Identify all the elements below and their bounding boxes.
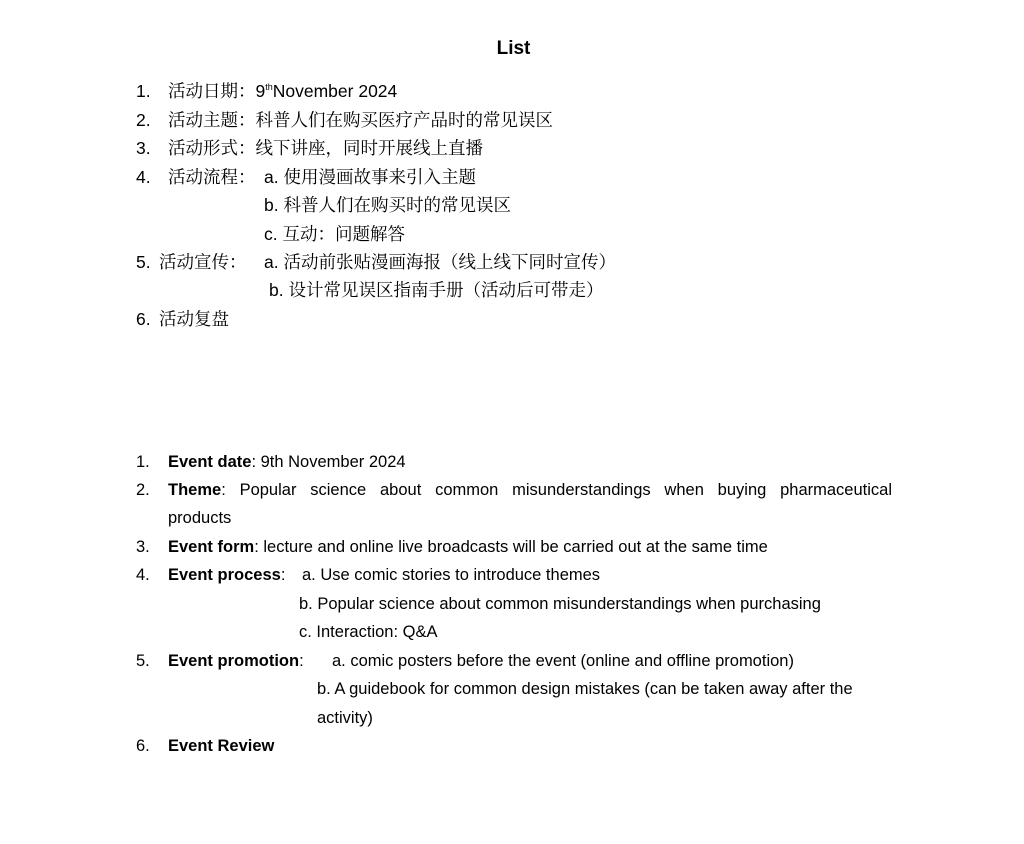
sub-item-b: b. A guidebook for common design mistakes (can be taken away after the xyxy=(317,680,853,698)
list-item-number: 5. xyxy=(136,252,151,272)
list-item-label: Event Review xyxy=(168,737,275,755)
sub-item-a: a. 使用漫画故事来引入主题 xyxy=(264,167,476,187)
list-item-label: Event date xyxy=(168,453,252,471)
list-item-label: Event form xyxy=(168,538,255,556)
list-item-text: : Popular science about common misunderstandings when buying pharmaceutical xyxy=(221,481,892,499)
day-suffix: th xyxy=(265,82,273,93)
list-item xyxy=(168,479,892,501)
list-item-label: 活动宣传： xyxy=(159,252,247,272)
list-item-number: 5. xyxy=(136,652,150,670)
sub-item-a: a. comic posters before the event (online and offline promotion) xyxy=(332,652,794,670)
list-item-number: 1. xyxy=(136,453,150,471)
event-date-rest: November 2024 xyxy=(272,81,398,101)
list-item-number: 6. xyxy=(136,737,150,755)
sub-item-b: b. 设计常见误区指南手册（活动后可带走） xyxy=(269,280,604,300)
list-item-label: Event promotion xyxy=(168,652,300,670)
list-item-number: 4. xyxy=(136,566,150,584)
list-item xyxy=(168,564,285,586)
list-item-number: 3. xyxy=(136,138,151,158)
list-item-separator: : xyxy=(280,566,286,584)
sub-item-a: a. Use comic stories to introduce themes xyxy=(302,566,601,584)
list-item-text: 线下讲座，同时开展线上直播 xyxy=(255,138,483,158)
list-item-label: 活动流程： xyxy=(168,167,256,187)
sub-item-b-continuation: activity) xyxy=(317,709,373,727)
page-title: List xyxy=(496,38,531,59)
list-item-text: 科普人们在购买医疗产品时的常见误区 xyxy=(255,110,553,130)
list-item xyxy=(168,137,483,159)
sub-item-c: c. 互动：问题解答 xyxy=(264,224,405,244)
list-item-text: : 9th November 2024 xyxy=(251,453,406,471)
list-item-number: 4. xyxy=(136,167,151,187)
list-item-text: : lecture and online live broadcasts will be carried out at the same time xyxy=(254,538,768,556)
list-item-label: 活动主题： xyxy=(168,110,256,130)
sub-item-b: b. 科普人们在购买时的常见误区 xyxy=(264,195,511,215)
event-day: 9 xyxy=(255,81,266,101)
list-item xyxy=(168,536,768,558)
list-item-number: 2. xyxy=(136,110,151,130)
list-item xyxy=(168,451,406,473)
list-item xyxy=(168,80,397,102)
list-item-separator: : xyxy=(299,652,304,670)
list-item-label: Event process xyxy=(168,566,281,584)
list-item-label: 活动形式： xyxy=(168,138,256,158)
list-item-label: 活动复盘 xyxy=(159,309,229,329)
list-item-number: 6. xyxy=(136,309,151,329)
list-item-label: 活动日期： xyxy=(168,81,256,101)
list-item-number: 1. xyxy=(136,81,151,101)
list-item-number: 2. xyxy=(136,481,150,499)
sub-item-b: b. Popular science about common misunderstandings when purchasing xyxy=(299,595,821,613)
list-item-label: Theme xyxy=(168,481,222,499)
list-item-number: 3. xyxy=(136,538,150,556)
sub-item-c: c. Interaction: Q&A xyxy=(299,623,438,641)
list-item xyxy=(168,650,304,672)
sub-item-a: a. 活动前张贴漫画海报（线上线下同时宣传） xyxy=(264,252,616,272)
list-item xyxy=(168,109,553,131)
list-item-continuation: products xyxy=(168,509,232,527)
